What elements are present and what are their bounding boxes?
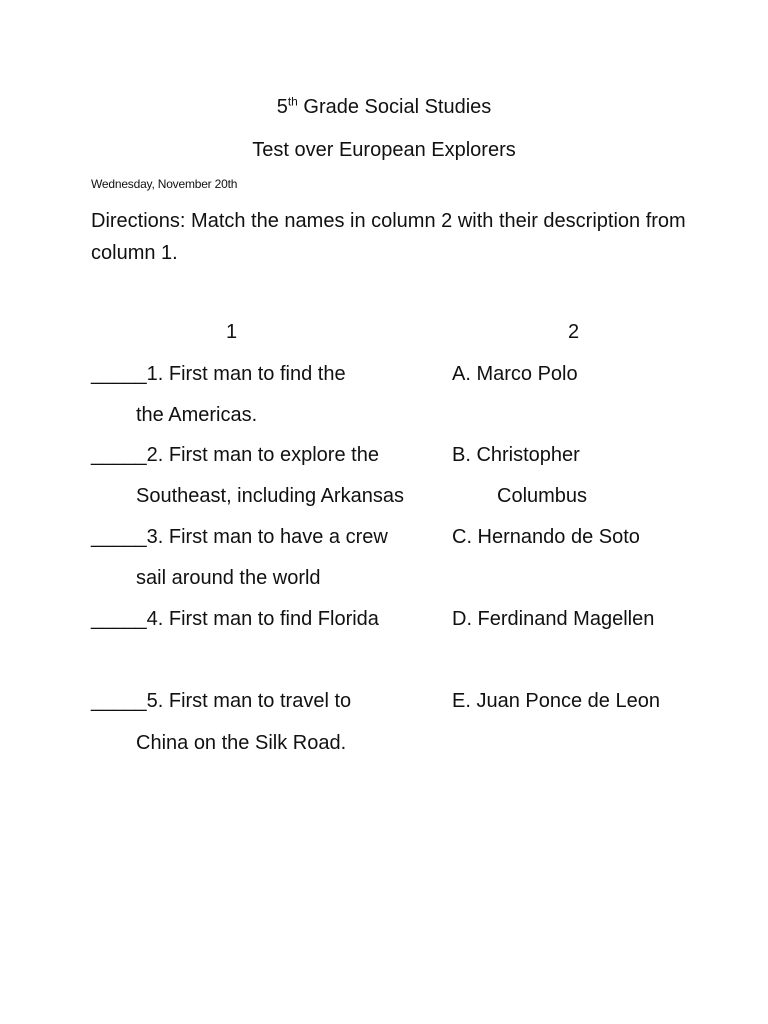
question-5: _____5. First man to travel to	[91, 690, 352, 712]
answer-c: C. Hernando de Soto	[452, 526, 640, 548]
column-2-header: 2	[568, 321, 580, 343]
question-1: _____1. First man to find the	[91, 363, 346, 385]
title-text: Grade Social Studies	[297, 96, 492, 118]
question-2: _____2. First man to explore the	[91, 444, 379, 466]
answer-b: B. Christopher	[452, 444, 580, 466]
grade-number: 5	[276, 96, 288, 118]
answer-d: D. Ferdinand Magellen	[452, 608, 655, 630]
answer-e: E. Juan Ponce de Leon	[452, 690, 660, 712]
column-1-header: 1	[226, 321, 238, 343]
answer-a: A. Marco Polo	[452, 363, 578, 385]
answer-b-continued: Columbus	[497, 485, 588, 507]
test-date: Wednesday, November 20th	[91, 177, 238, 191]
question-3: _____3. First man to have a crew	[91, 526, 388, 548]
grade-ordinal-suffix: th	[287, 94, 298, 109]
question-5-continued: China on the Silk Road.	[136, 732, 347, 754]
page-title	[0, 95, 768, 119]
question-1-continued: the Americas.	[136, 404, 258, 426]
page-subtitle: Test over European Explorers	[252, 139, 516, 161]
question-3-continued: sail around the world	[136, 567, 321, 589]
question-4: _____4. First man to find Florida	[91, 608, 379, 630]
question-2-continued: Southeast, including Arkansas	[136, 485, 404, 507]
directions-text: Directions: Match the names in column 2 with their description from column 1.	[91, 210, 686, 264]
